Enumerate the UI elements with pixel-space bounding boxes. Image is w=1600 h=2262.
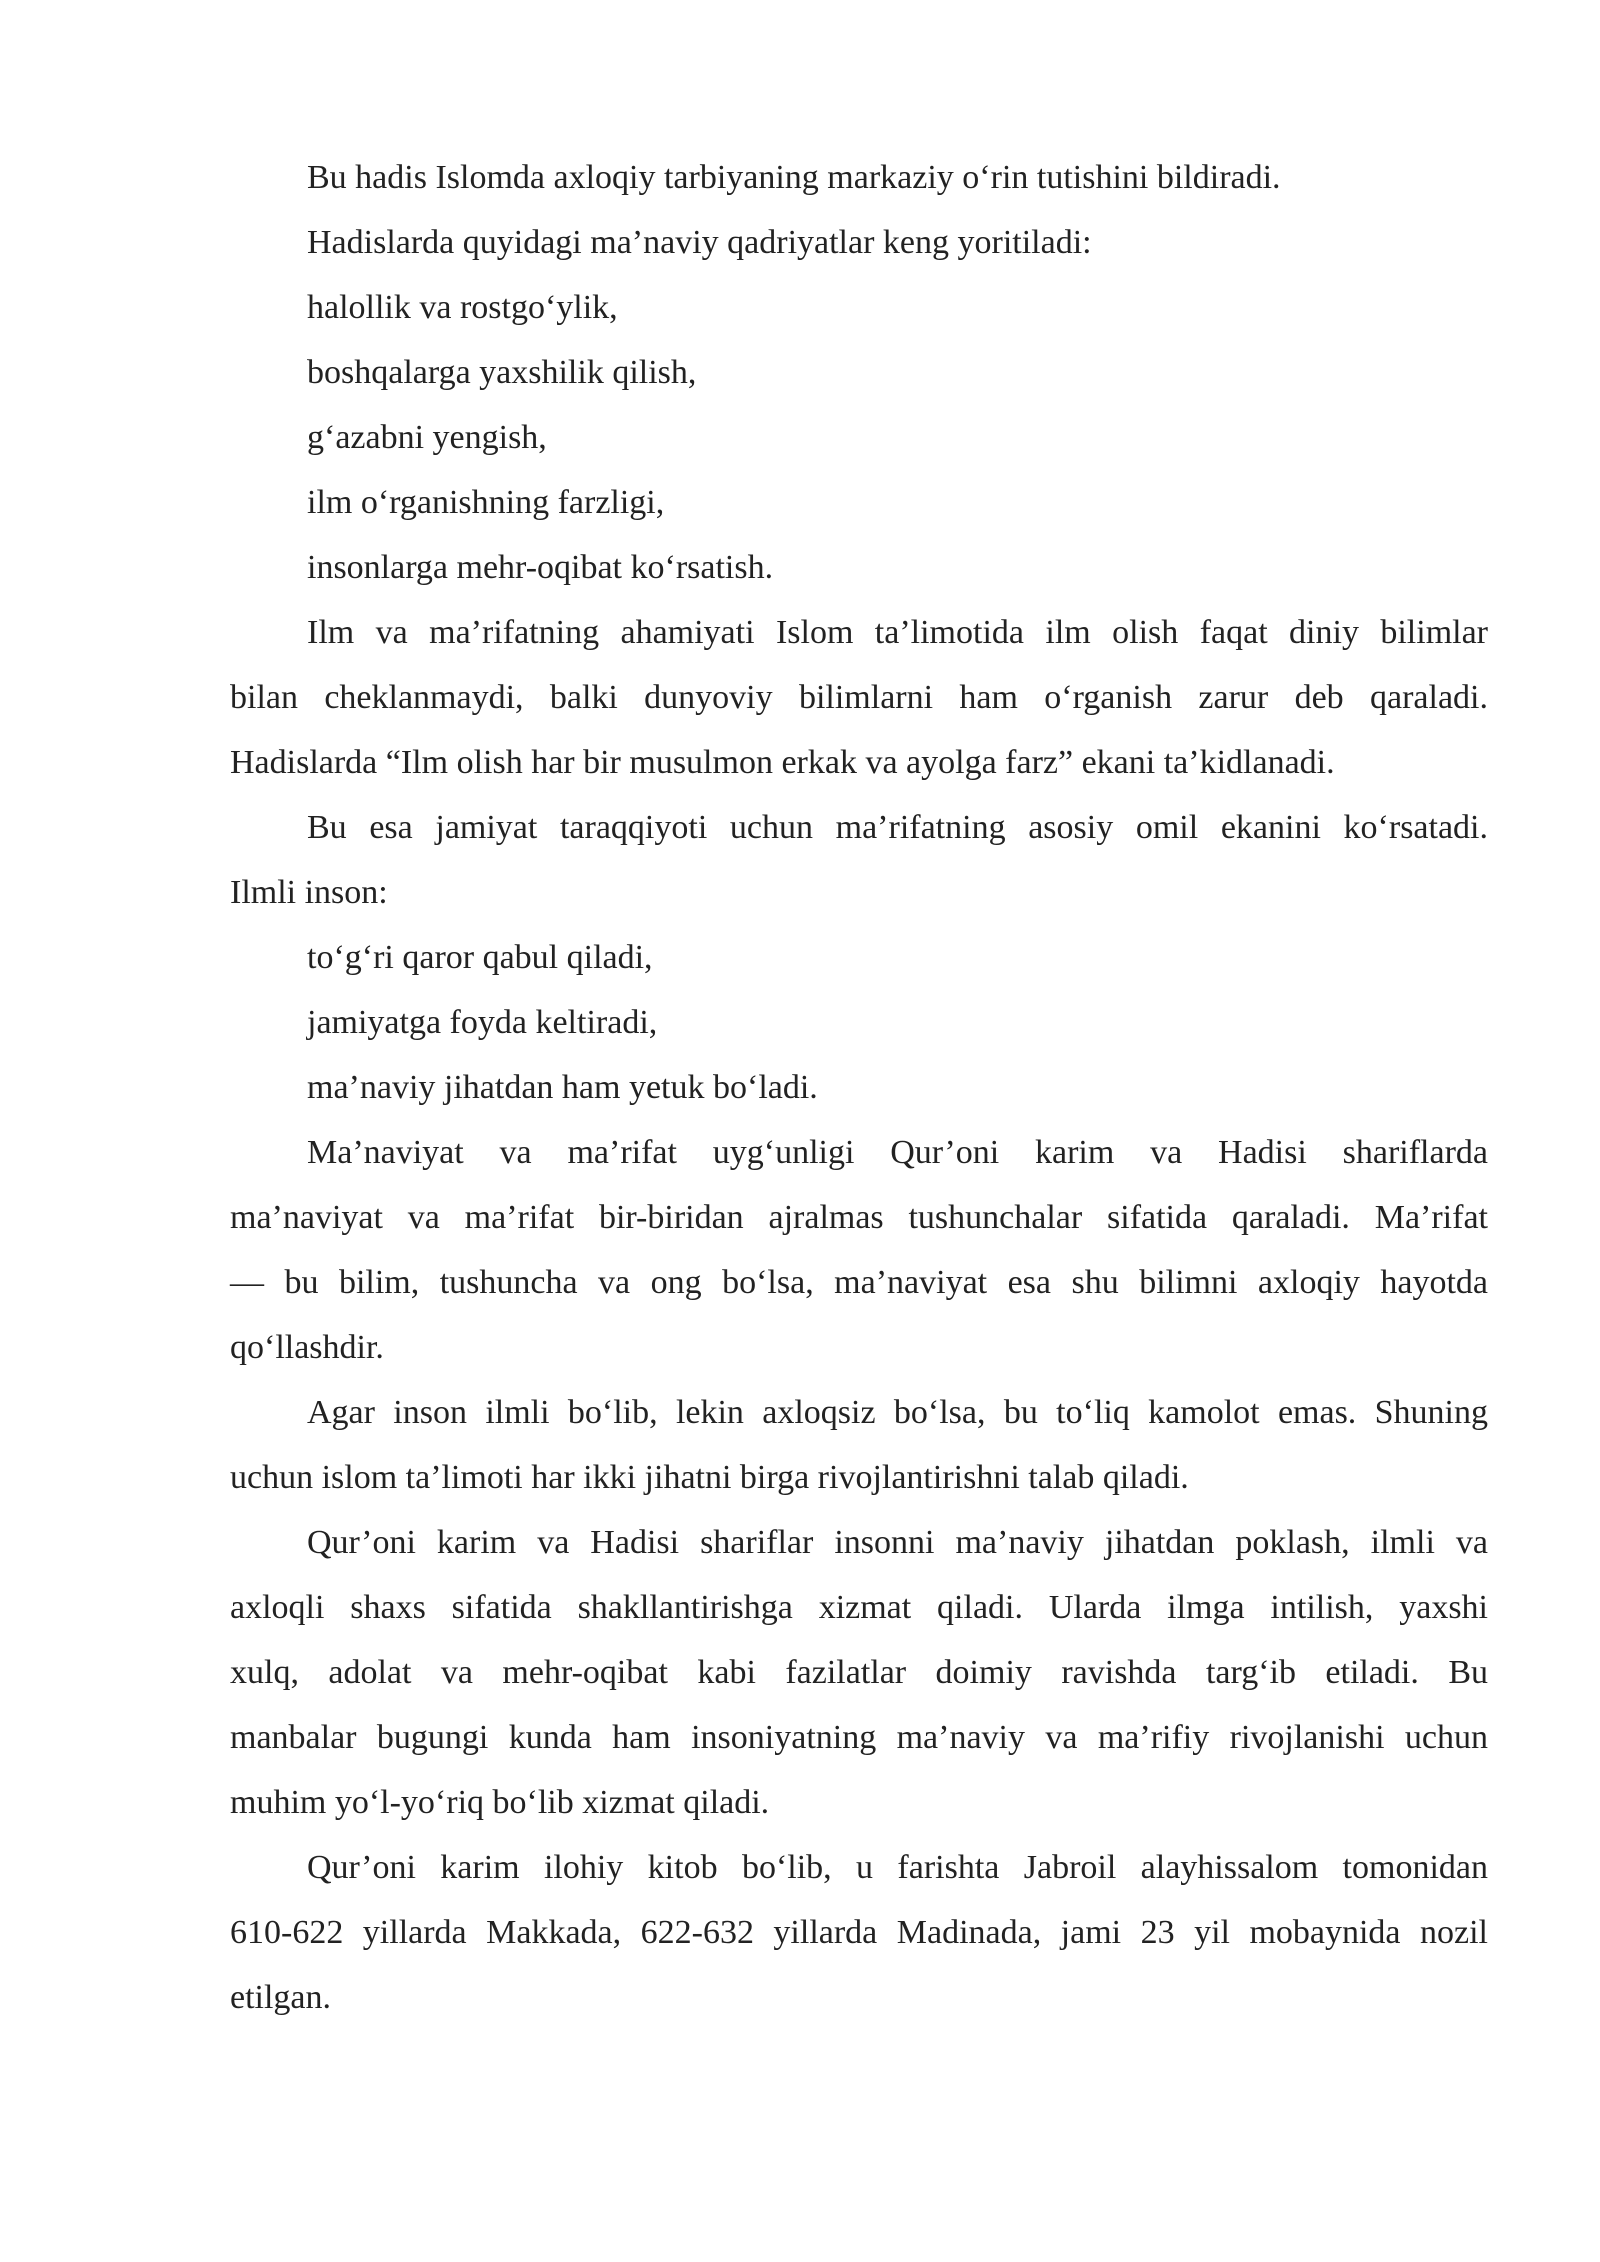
text-line: Bu esa jamiyat taraqqiyoti uchun ma’rifatning asosiy omil ekanini ko‘rsatadi.	[307, 809, 1488, 846]
text-line: bilan cheklanmaydi, balki dunyoviy bilimlarni ham o‘rganish zarur deb qaraladi.	[230, 679, 1488, 716]
text-line: Qur’oni karim va Hadisi shariflar insonni ma’naviy jihatdan poklash, ilmli va	[307, 1524, 1488, 1561]
text-line: xulq, adolat va mehr-oqibat kabi fazilatlar doimiy ravishda targ‘ib etiladi. Bu	[230, 1654, 1488, 1691]
text-line: — bu bilim, tushuncha va ong bo‘lsa, ma’naviyat esa shu bilimni axloqiy hayotda	[230, 1264, 1488, 1301]
document-body	[230, 145, 1488, 2030]
text-line: muhim yo‘l-yo‘riq bo‘lib xizmat qiladi.	[230, 1784, 770, 1821]
list-item: ilm o‘rganishning farzligi,	[307, 484, 665, 521]
list-item: halollik va rostgo‘ylik,	[307, 289, 618, 326]
text-line: Ilmli inson:	[230, 874, 388, 911]
list-item: jamiyatga foyda keltiradi,	[307, 1004, 658, 1041]
text-line: 610-622 yillarda Makkada, 622-632 yillarda Madinada, jami 23 yil mobaynida nozil	[230, 1914, 1488, 1951]
text-line: ma’naviyat va ma’rifat bir-biridan ajralmas tushunchalar sifatida qaraladi. Ma’rifat	[230, 1199, 1488, 1236]
text-line: Hadislarda “Ilm olish har bir musulmon erkak va ayolga farz” ekani ta’kidlanadi.	[230, 744, 1335, 781]
list-item: insonlarga mehr-oqibat ko‘rsatish.	[307, 549, 774, 586]
list-item: g‘azabni yengish,	[307, 419, 547, 456]
text-line: Bu hadis Islomda axloqiy tarbiyaning markaziy o‘rin tutishini bildiradi.	[307, 159, 1281, 196]
text-line: qo‘llashdir.	[230, 1329, 384, 1366]
text-line: axloqli shaxs sifatida shakllantirishga xizmat qiladi. Ularda ilmga intilish, yaxshi	[230, 1589, 1488, 1626]
text-line: manbalar bugungi kunda ham insoniyatning ma’naviy va ma’rifiy rivojlanishi uchun	[230, 1719, 1488, 1756]
text-line: uchun islom ta’limoti har ikki jihatni birga rivojlantirishni talab qiladi.	[230, 1459, 1189, 1496]
text-line: Ma’naviyat va ma’rifat uyg‘unligi Qur’oni karim va Hadisi shariflarda	[307, 1134, 1488, 1171]
text-line: Agar inson ilmli bo‘lib, lekin axloqsiz bo‘lsa, bu to‘liq kamolot emas. Shuning	[307, 1394, 1488, 1431]
text-line: Qur’oni karim ilohiy kitob bo‘lib, u farishta Jabroil alayhissalom tomonidan	[307, 1849, 1488, 1886]
list-item: boshqalarga yaxshilik qilish,	[307, 354, 697, 391]
text-line: Ilm va ma’rifatning ahamiyati Islom ta’limotida ilm olish faqat diniy bilimlar	[307, 614, 1488, 651]
list-item: to‘g‘ri qaror qabul qiladi,	[307, 939, 653, 976]
list-item: ma’naviy jihatdan ham yetuk bo‘ladi.	[307, 1069, 818, 1106]
text-line: Hadislarda quyidagi ma’naviy qadriyatlar keng yoritiladi:	[307, 224, 1092, 261]
text-line: etilgan.	[230, 1979, 332, 2016]
